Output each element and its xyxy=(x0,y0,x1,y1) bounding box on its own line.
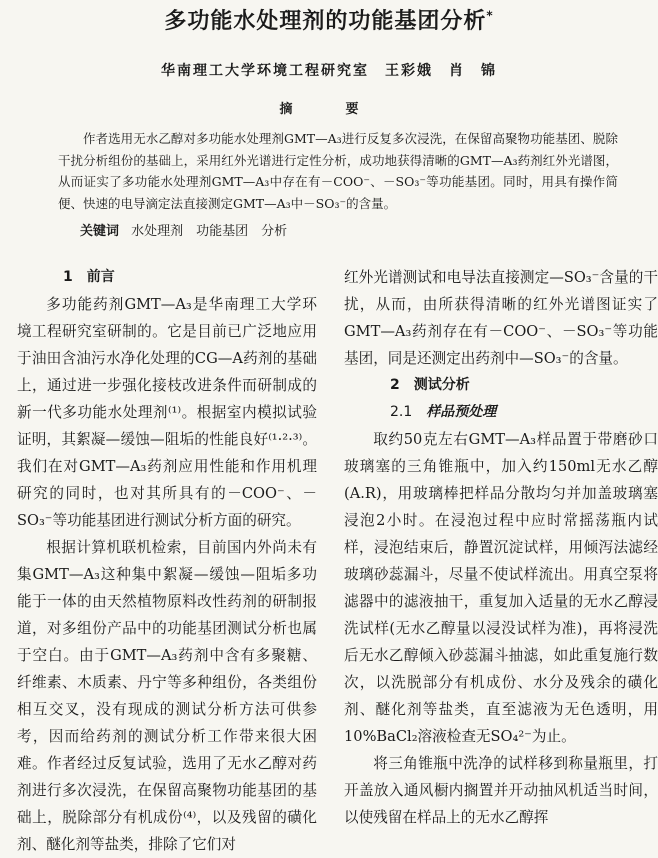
section-2-1-title: 样品预处理 xyxy=(426,404,497,420)
keywords-value: 水处理剂 功能基团 分析 xyxy=(131,224,288,239)
authors-line: 华南理工大学环境工程研究室 王彩娥 肖 锦 xyxy=(161,63,497,79)
abstract-text: 作者选用无水乙醇对多功能水处理剂GMT—A₃进行反复多次浸洗，在保留高聚物功能基团、脱除干扰分析组份的基础上，采用红外光谱进行定性分析，成功地获得清晰的GMT—A₃药剂红外光谱图，从而证实了多功能水处理剂GMT—A₃中存在有－COO⁻、－SO₃⁻等功能基团。同时，用具有操作简便、快速的电导滴定法直接测定GMT—A₃中－SO₃⁻的含量。 xyxy=(58,131,618,211)
section-2-1-heading xyxy=(344,399,658,426)
section-1-number: 1 xyxy=(63,269,73,285)
right-column xyxy=(344,264,658,831)
title-text: 多功能水处理剂的功能基团分析 xyxy=(164,9,487,34)
intro-paragraph-1: 多功能药剂GMT—A₃是华南理工大学环境工程研究室研制的。它是目前已广泛地应用于油田含油污水净化处理的CG—A药剂的基础上，通过进一步强化接枝改进条件而研制成的新一代多功能水处理剂⁽¹⁾。根据室内模拟试验证明，其絮凝—缓蚀—阻垢的性能良好⁽¹·²·³⁾。我们在对GMT—A₃药剂应用性能和作用机理研究的同时，也对其所具有的－COO⁻、－SO₃⁻等功能基团进行测试分析方面的研究。 xyxy=(17,296,317,529)
section-1-heading xyxy=(17,264,317,291)
title-footnote-mark: * xyxy=(486,8,494,23)
intro-paragraph-2: 根据计算机联机检索，目前国内外尚未有集GMT—A₃这种集中絮凝—缓蚀—阻垢多功能于一体的由天然植物原料改性药剂的研制报道，对多组份产品中的功能基团测试分析也属于空白。由于GMT—A₃药剂中含有多聚糖、纤维素、木质素、丹宁等多种组份，各类组份相互交叉，没有现成的测试分析方法可供参考，因而给药剂的测试分析工作带来很大困难。作者经过反复试验，选用了无水乙醇对药剂进行多次浸洗，在保留高聚物功能基团的基础上，脱除部分有机成份⁽⁴⁾，以及残留的磺化剂、醚化剂等盐类，排除了它们对 xyxy=(17,539,317,853)
pretreatment-paragraph-2: 将三角锥瓶中洗净的试样移到称量瓶里，打开盖放入通风橱内搁置并开动抽风机适当时间，以使残留在样品上的无水乙醇挥 xyxy=(344,755,658,826)
left-column xyxy=(17,264,317,858)
abstract-heading: 摘 要 xyxy=(279,102,379,117)
pretreatment-paragraph-1: 取约50克左右GMT—A₃样品置于带磨砂口玻璃塞的三角锥瓶中，加入约150ml无水乙醇(A.R)，用玻璃棒把样品分散均匀并加盖玻璃塞浸泡2小时。在浸泡过程中应时常摇荡瓶内试样，浸泡结束后，静置沉淀试样，用倾泻法滤经玻璃砂蕊漏斗，尽量不使试样流出。用真空泵将滤器中的滤液抽干，重复加入适量的无水乙醇浸洗试样(无水乙醇量以浸没试样为准)，再将浸洗后无水乙醇倾入砂蕊漏斗抽滤，如此重复施行数次，以洗脱部分有机成份、水分及残余的磺化剂、醚化剂等盐类，直至滤液为无色透明，用10%BaCl₂溶液检查无SO₄²⁻为止。 xyxy=(344,431,658,745)
intro-continued-paragraph: 红外光谱测试和电导法直接测定—SO₃⁻含量的干扰，从而，由所获得清晰的红外光谱图证实了GMT—A₃药剂存在有－COO⁻、－SO₃⁻等功能基团，同是还测定出药剂中—SO₃⁻的含量。 xyxy=(344,269,658,367)
keywords-label: 关键词 xyxy=(80,224,120,239)
section-1-title: 前言 xyxy=(86,269,115,285)
paper-title xyxy=(0,4,658,35)
keywords-line xyxy=(80,220,287,239)
section-2-number: 2 xyxy=(390,377,400,393)
section-2-1-number: 2.1 xyxy=(390,404,413,420)
section-2-heading xyxy=(344,372,658,399)
section-2-title: 测试分析 xyxy=(413,377,470,393)
